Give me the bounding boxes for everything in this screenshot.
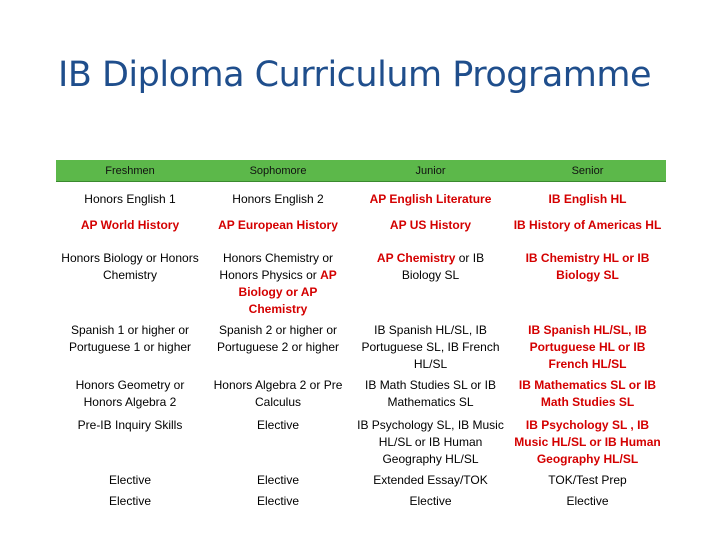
cell-english-sophomore: Honors English 2 [232, 192, 324, 206]
table-row [56, 491, 666, 512]
table-row [56, 415, 666, 470]
cell-language-junior: IB Spanish HL/SL, IB Portuguese SL, IB French HL/SL [361, 322, 500, 371]
table-row [56, 212, 666, 248]
cell-math-senior: IB Mathematics SL or IB Math Studies SL [518, 377, 657, 409]
cell-history-sophomore: AP European History [218, 217, 338, 232]
cell-history-junior: AP US History [389, 217, 472, 232]
cell-r7-freshmen: Elective [108, 472, 152, 487]
table-row [56, 320, 666, 375]
science-junior-text: or IB Biology SL [401, 250, 485, 282]
cell-english-freshmen: Honors English 1 [84, 192, 176, 206]
cell-science-sophomore [204, 248, 352, 320]
cell-history-freshmen: AP World History [80, 217, 180, 232]
cell-science-senior: IB Chemistry HL or IB Biology SL [525, 250, 650, 282]
science-junior-ap: AP Chemistry [376, 250, 456, 265]
header-sophomore: Sophomore [204, 160, 352, 182]
cell-r8-senior: Elective [566, 493, 609, 508]
cell-english-junior: AP English Literature [369, 192, 492, 206]
header-junior: Junior [352, 160, 509, 182]
table-row [56, 248, 666, 320]
cell-english-senior: IB English HL [548, 192, 627, 206]
science-sophomore-ap-options: Biology or AP Chemistry [238, 284, 318, 316]
table-row [56, 182, 666, 212]
header-freshmen: Freshmen [56, 160, 204, 182]
science-sophomore-ap: AP [320, 267, 337, 282]
cell-language-freshmen: Spanish 1 or higher or Portuguese 1 or higher [68, 322, 192, 354]
cell-math-junior: IB Math Studies SL or IB Mathematics SL [365, 377, 496, 409]
cell-language-sophomore: Spanish 2 or higher or Portuguese 2 or higher [216, 322, 340, 354]
cell-r7-junior: Extended Essay/TOK [373, 472, 488, 487]
cell-history-senior: IB History of Americas HL [513, 217, 662, 232]
cell-r8-junior: Elective [409, 493, 452, 508]
cell-elective-senior: IB Psychology SL , IB Music HL/SL or IB Human Geography HL/SL [514, 417, 661, 466]
cell-math-sophomore: Honors Algebra 2 or Pre Calculus [213, 377, 343, 409]
table-row [56, 470, 666, 491]
cell-r8-sophomore: Elective [256, 493, 300, 508]
page-title: IB Diploma Curriculum Programme [58, 55, 652, 95]
cell-language-senior: IB Spanish HL/SL, IB Portuguese HL or IB French HL/SL [528, 322, 647, 371]
curriculum-table [56, 160, 666, 512]
science-sophomore-text: Honors Chemistry or Honors Physics or [219, 250, 334, 282]
cell-math-freshmen: Honors Geometry or Honors Algebra 2 [75, 377, 185, 409]
cell-elective-freshmen: Pre-IB Inquiry Skills [77, 417, 183, 432]
header-senior: Senior [509, 160, 666, 182]
cell-elective-sophomore: Elective [256, 417, 300, 432]
cell-science-junior [352, 248, 509, 320]
cell-science-freshmen: Honors Biology or Honors Chemistry [61, 250, 199, 282]
cell-r8-freshmen: Elective [108, 493, 152, 508]
cell-r7-senior: TOK/Test Prep [548, 472, 627, 487]
table-row [56, 375, 666, 415]
cell-r7-sophomore: Elective [256, 472, 300, 487]
header-row [56, 160, 666, 182]
cell-elective-junior: IB Psychology SL, IB Music HL/SL or IB Human Geography HL/SL [357, 417, 504, 466]
